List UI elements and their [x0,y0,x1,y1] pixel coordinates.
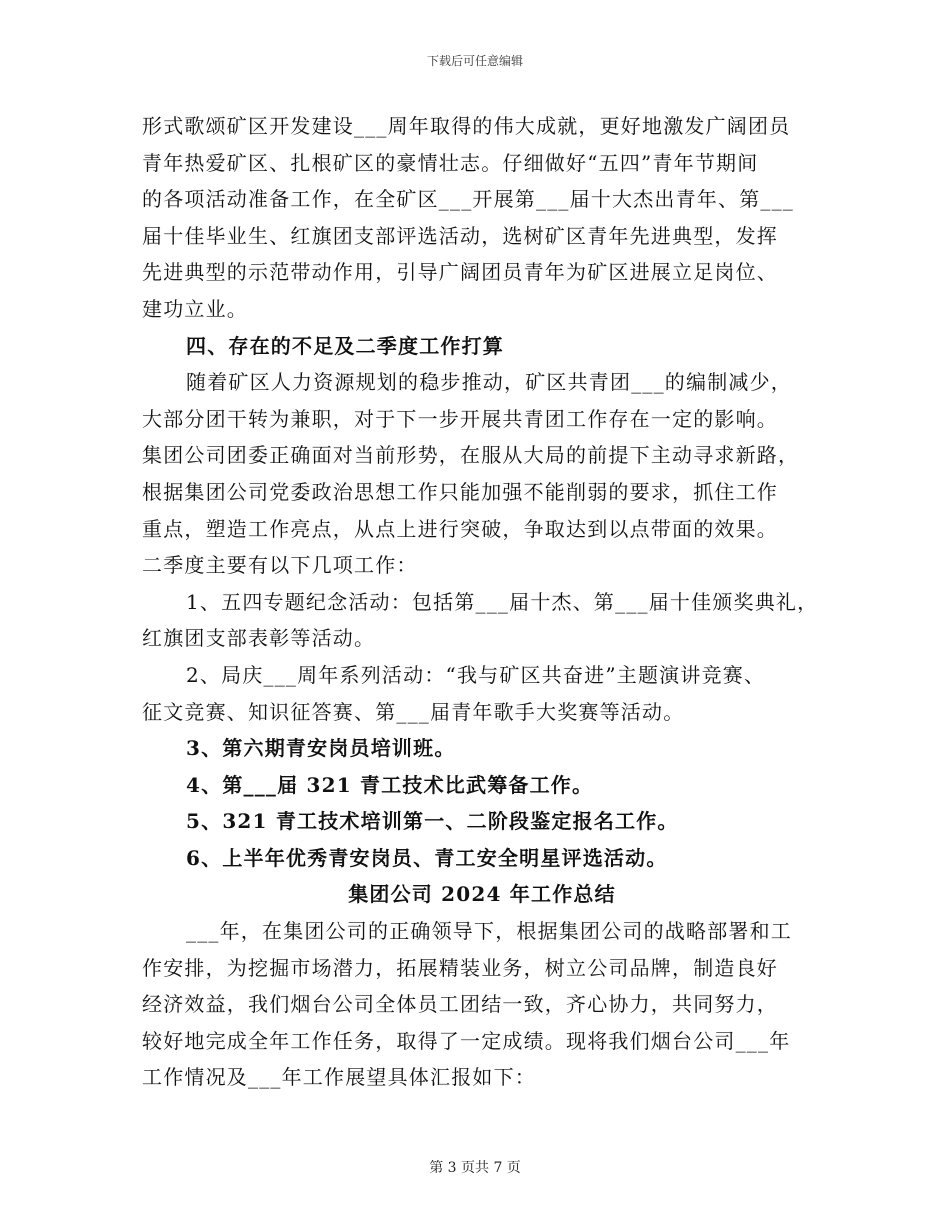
text-line: 红旗团支部表彰等活动。 [142,626,376,651]
text-line: 较好地完成全年工作任务，取得了一定成绩。现将我们烟台公司___年 [142,1028,791,1053]
page-header: 下载后可任意编辑 [426,54,523,68]
text-line: 重点，塑造工作亮点，从点上进行突破，争取达到以点带面的效果。 [142,516,778,541]
text-line: 形式歌颂矿区开发建设___周年取得的伟大成就，更好地激发广阔团员 [142,114,791,138]
text-line: 届十佳毕业生、红旗团支部评选活动，选树矿区青年先进典型，发挥 [142,223,778,248]
heading-line: 3、第六期青安岗员培训班。 [186,736,456,761]
text-line: 青年热爱矿区、扎根矿区的豪情壮志。仔细做好“五四”青年节期间 [142,150,759,175]
section-title: 集团公司 2024 年工作总结 [348,882,616,907]
heading-line: 四、存在的不足及二季度工作打算 [186,333,504,358]
text-line: ___年，在集团公司的正确领导下，根据集团公司的战略部署和工 [186,919,792,944]
text-line: 征文竞赛、知识征答赛、第___届青年歌手大奖赛等活动。 [142,699,685,724]
text-line: 二季度主要有以下几项工作： [142,553,418,578]
document-body [142,108,822,1096]
text-line: 建功立业。 [142,296,248,321]
page-footer: 第 3 页共 7 页 [429,1160,521,1176]
text-line: 1、五四专题纪念活动：包括第___届十杰、第___届十佳颁奖典礼， [186,589,819,614]
text-line: 作安排，为挖掘市场潜力，拓展精装业务，树立公司品牌，制造良好 [142,955,778,980]
text-line: 2、局庆___周年系列活动：“我与矿区共奋进”主题演讲竞赛、 [186,662,766,687]
heading-line: 6、上半年优秀青安岗员、青工安全明星评选活动。 [186,845,668,870]
text-line: 经济效益，我们烟台公司全体员工团结一致，齐心协力，共同努力， [142,992,778,1017]
heading-line: 5、321 青工技术培训第一、二阶段鉴定报名工作。 [186,809,679,834]
text-line: 的各项活动准备工作，在全矿区___开展第___届十大杰出青年、第___ [142,187,794,212]
text-line: 随着矿区人力资源规划的稳步推动，矿区共青团___的编制减少， [186,370,792,395]
text-line: 集团公司团委正确面对当前形势，在服从大局的前提下主动寻求新路， [142,443,800,468]
text-line: 先进典型的示范带动作用，引导广阔团员青年为矿区进展立足岗位、 [142,260,778,285]
heading-line: 4、第___届 321 青工技术比武筹备工作。 [186,772,594,797]
text-line: 大部分团干转为兼职，对于下一步开展共青团工作存在一定的影响。 [142,406,778,431]
text-line: 工作情况及___年工作展望具体汇报如下： [142,1065,536,1090]
text-line: 根据集团公司党委政治思想工作只能加强不能削弱的要求，抓住工作 [142,479,778,504]
